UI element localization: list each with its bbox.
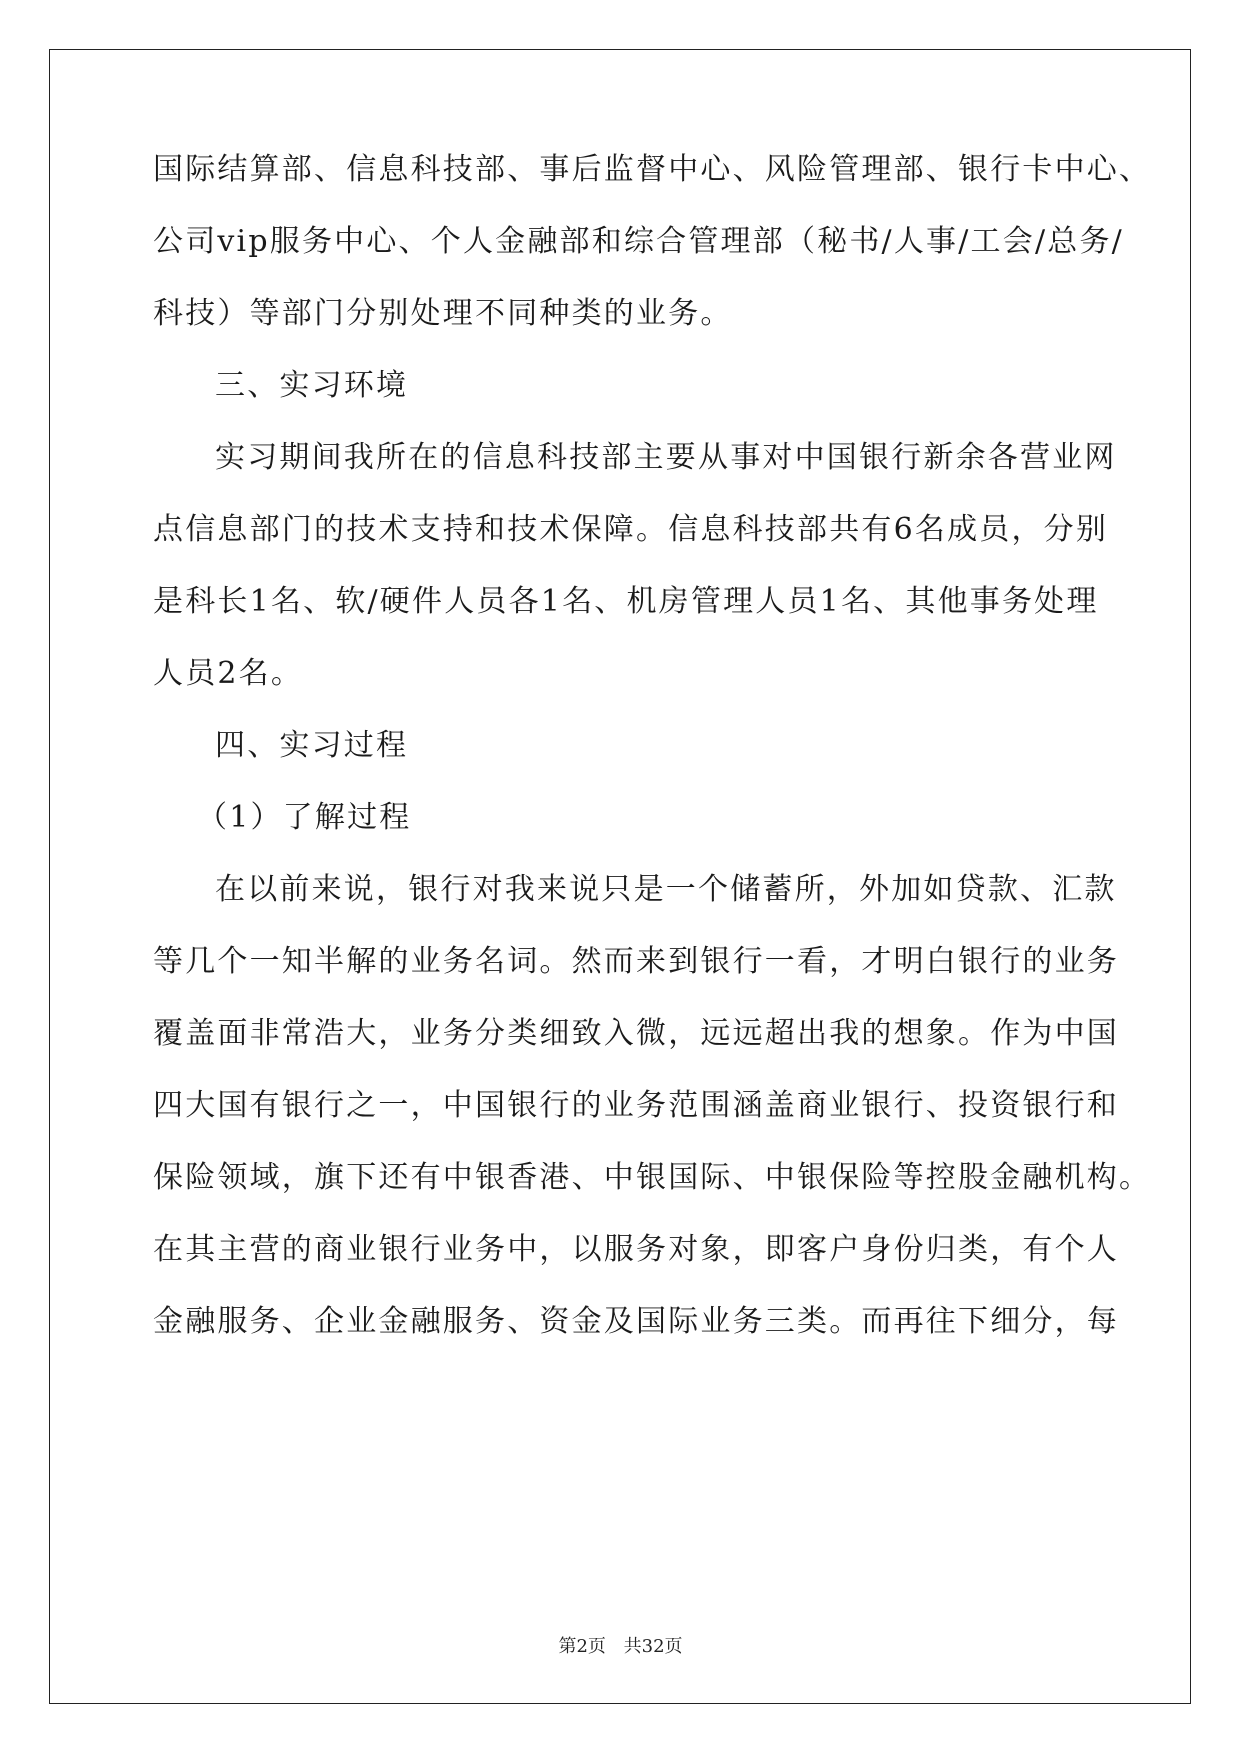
- text-line: 在其主营的商业银行业务中，以服务对象，即客户身份归类，有个人: [153, 1232, 1119, 1267]
- text-line: 科技）等部门分别处理不同种类的业务。: [153, 296, 733, 331]
- section-heading: 四、实习过程: [215, 728, 409, 763]
- page-total: 共32页: [623, 1636, 683, 1657]
- text-line: 在以前来说，银行对我来说只是一个储蓄所，外加如贷款、汇款: [215, 872, 1117, 907]
- subsection-heading: （1）了解过程: [197, 800, 412, 835]
- text-line: 人员2名。: [153, 656, 304, 691]
- page-number: 第2页: [558, 1636, 606, 1657]
- section-heading: 三、实习环境: [215, 368, 409, 403]
- text-line: 保险领域，旗下还有中银香港、中银国际、中银保险等控股金融机构。: [153, 1160, 1152, 1195]
- text-line: 公司vip服务中心、个人金融部和综合管理部（秘书/人事/工会/总务/: [153, 224, 1124, 259]
- text-line: 金融服务、企业金融服务、资金及国际业务三类。而再往下细分，每: [153, 1304, 1119, 1339]
- text-line: 覆盖面非常浩大，业务分类细致入微，远远超出我的想象。作为中国: [153, 1016, 1119, 1051]
- text-line: 四大国有银行之一，中国银行的业务范围涵盖商业银行、投资银行和: [153, 1088, 1119, 1123]
- text-line: 点信息部门的技术支持和技术保障。信息科技部共有6名成员，分别: [153, 512, 1109, 547]
- text-line: 等几个一知半解的业务名词。然而来到银行一看，才明白银行的业务: [153, 944, 1119, 979]
- text-line: 国际结算部、信息科技部、事后监督中心、风险管理部、银行卡中心、: [153, 152, 1152, 187]
- text-line: 实习期间我所在的信息科技部主要从事对中国银行新余各营业网: [215, 440, 1117, 475]
- page-footer: [0, 1632, 1241, 1658]
- text-line: 是科长1名、软/硬件人员各1名、机房管理人员1名、其他事务处理: [153, 584, 1099, 619]
